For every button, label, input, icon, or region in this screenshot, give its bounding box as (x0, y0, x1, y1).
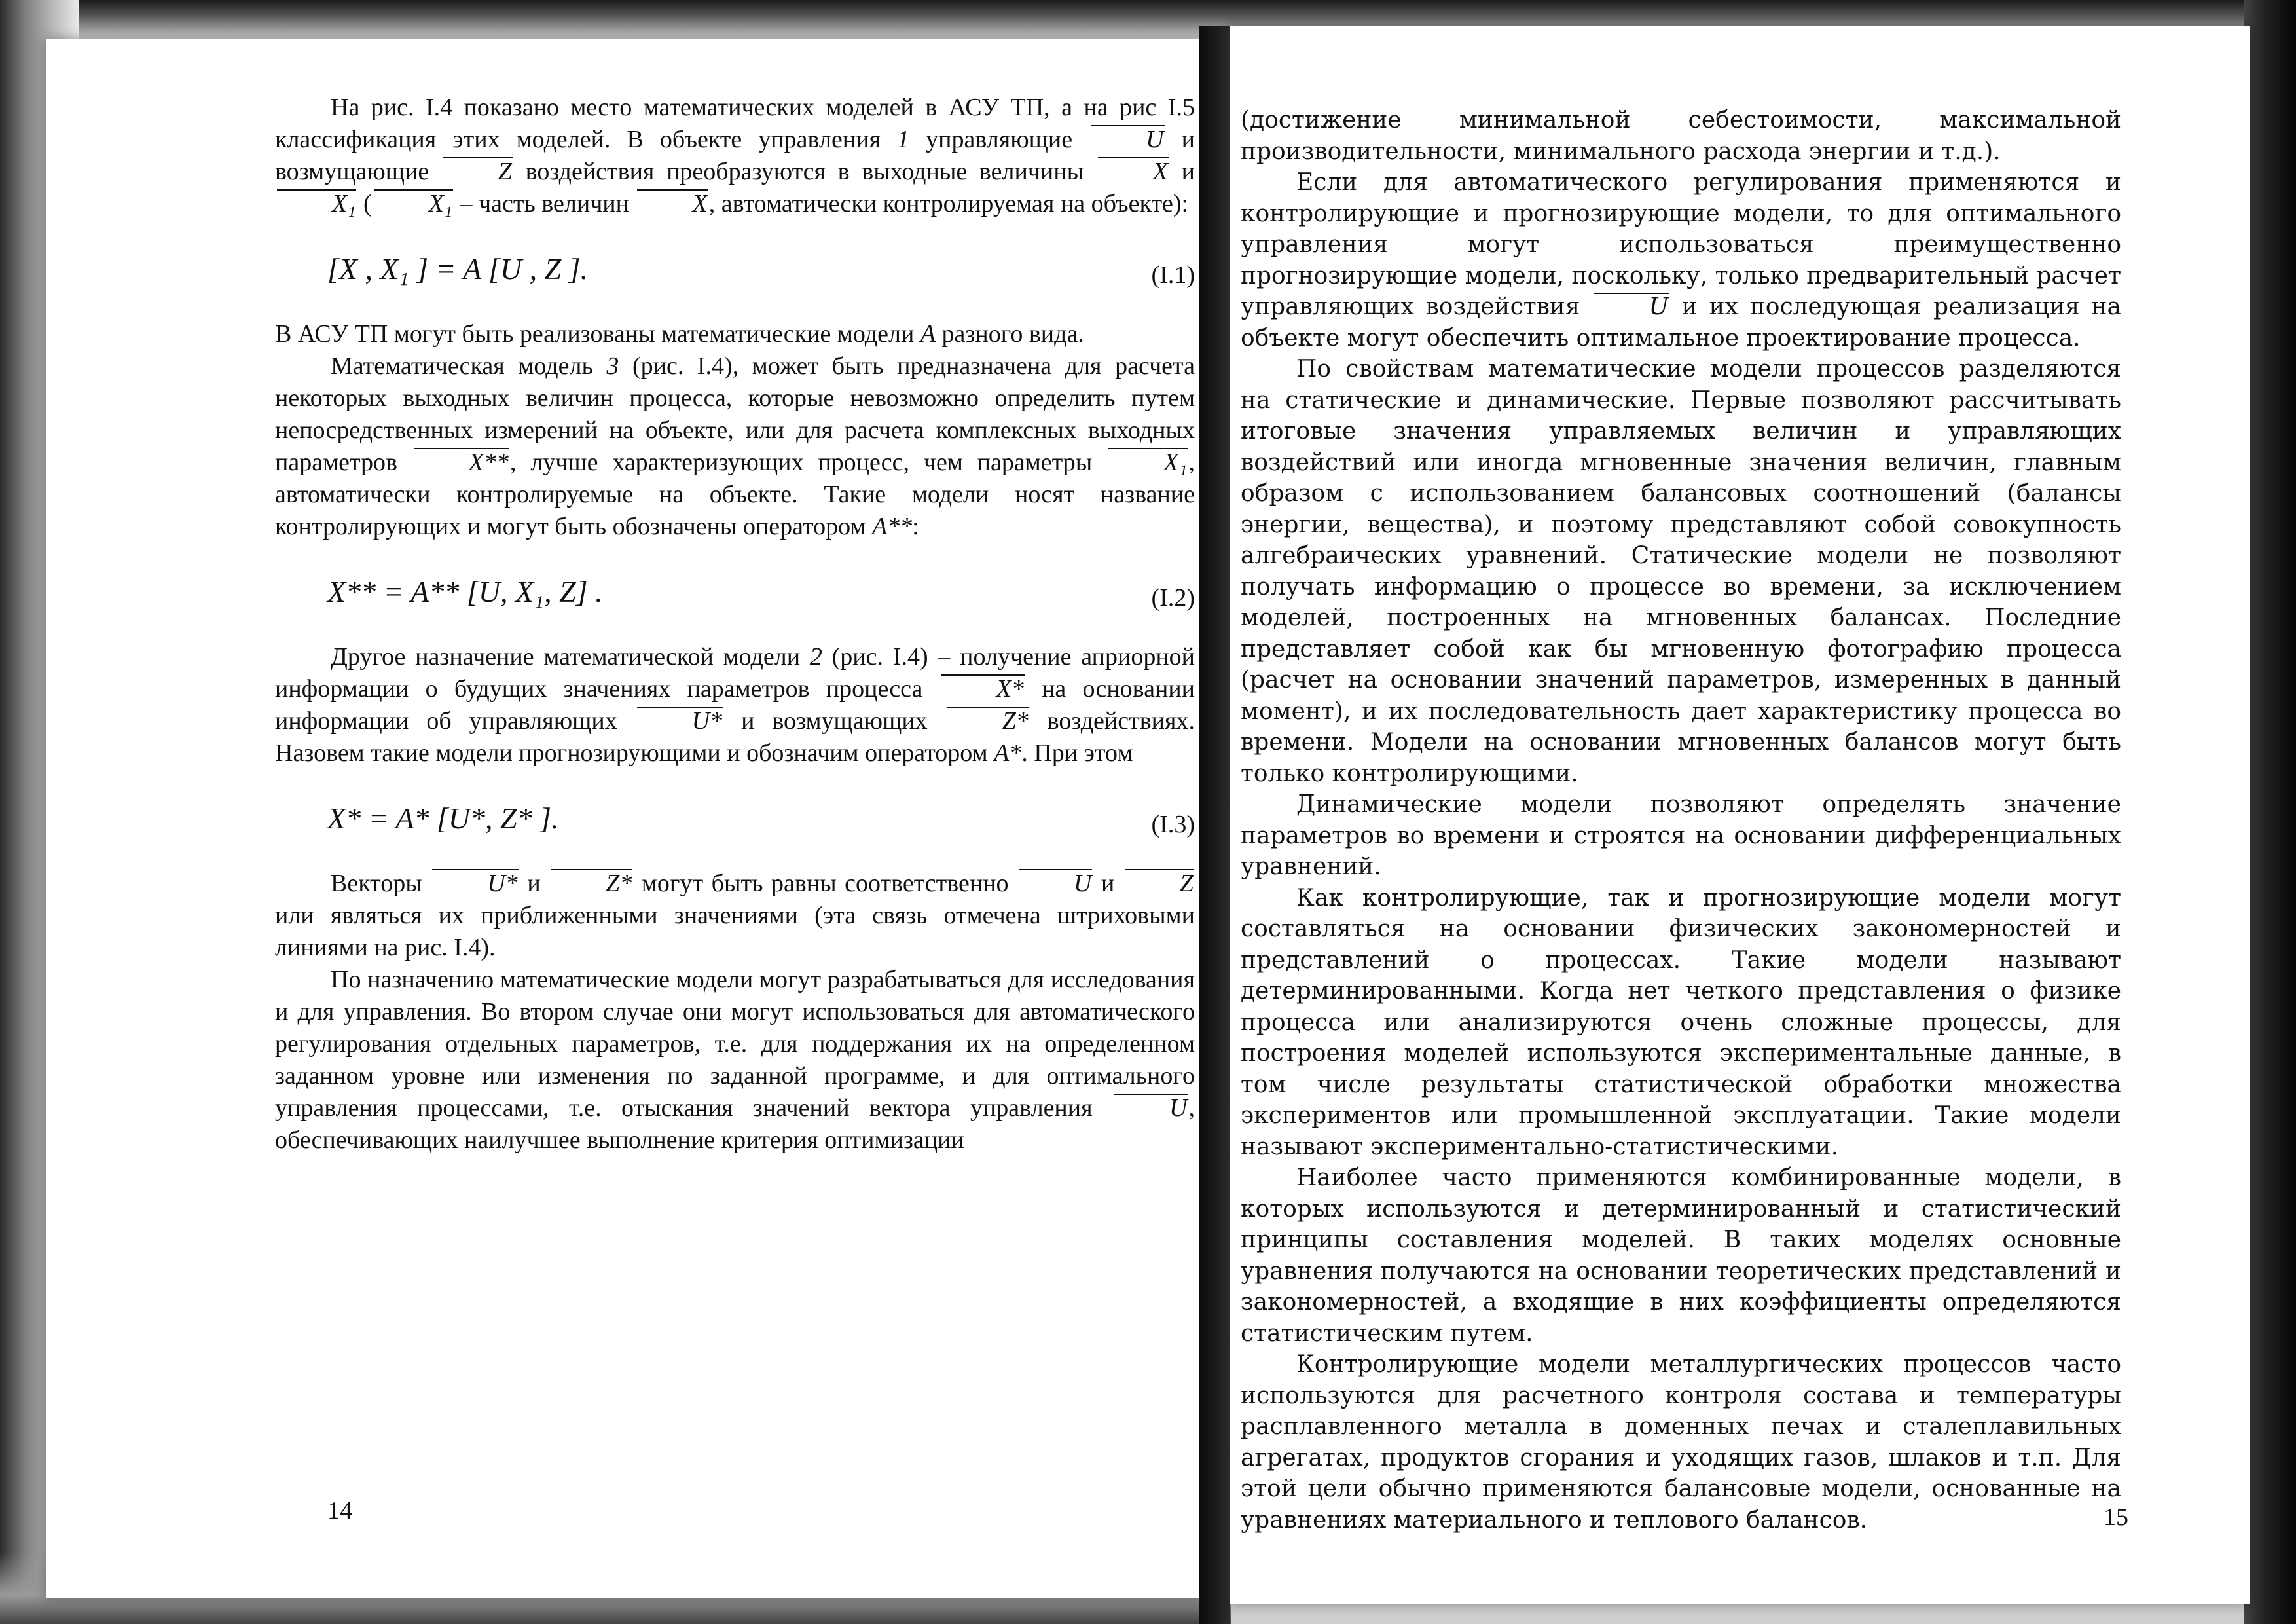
left-page-text (275, 92, 1195, 1156)
page-number-right: 15 (2104, 1504, 2128, 1531)
book-spine (1199, 26, 1230, 1624)
formula-1 (275, 227, 1195, 312)
formula-number: (I.2) (1151, 584, 1195, 612)
vector-z: Z (1123, 868, 1195, 900)
right-paragraph-1: (достижение минимальной себестоимости, максимальной производительности, минимального расхода энергии и т.д.). (1241, 107, 2121, 165)
formula-body: X** = A** [U, X₁, Z] . (327, 575, 603, 608)
page-number-left: 14 (327, 1497, 352, 1524)
vector-z-star: Z* (549, 868, 633, 900)
left-paragraph-4: Другое назначение математической модели 2 (рис. I.4) – получение априорной информации о будущих значениях параметров процесса X* на основании информации об управляющих U* и возмущающих Z* воздействиях. Назовем такие модели прогнозирующими и обозначим оператором A*. При этом (275, 643, 1195, 767)
vector-x: X (635, 188, 708, 220)
vector-z: Z (441, 156, 513, 188)
vector-x1: X₁ (372, 188, 454, 220)
right-page-text (1241, 105, 2121, 1536)
left-paragraph-5: Векторы U* и Z* могут быть равны соответственно U и Z или являться их приближенными значениями (эта связь отмечена штриховыми линиями на рис. I.4). (275, 868, 1195, 964)
right-paragraph-3: По свойствам математические модели процессов разделяются на статические и динамические. Первые позволяют рассчитывать итоговые значения управляемых величин и управляющих воздействий или иногда мгновенные значения величин, главным образом с использованием балансовых соотношений (балансы энергии, вещества), и поэтому представляют собой совокупность алгебраических уравнений. Статические модели не позволяют получать информацию о процессе во времени, за исключением моделей, построенных на мгновенных балансах. Последние представляет собой как бы мгновенную фотографию процесса (расчет на основании значений параметров, измеренных в данный момент), и их последовательность дает характеристику процесса во времени. Модели на основании мгновенных балансов могут быть только контролирующими. (1241, 356, 2121, 787)
right-paragraph-4: Динамические модели позволяют определять значение параметров во времени и строятся на основании дифференциальных уравнений. (1241, 791, 2121, 880)
right-paragraph-2: Если для автоматического регулирования применяются и контролирующие и прогнозирующие модели, то для оптимального управления могут использоваться преимущественно прогнозирующие модели, поскольку, только предварительный расчет управляющих воздействия U и их последующая реализация на объекте могут обеспечить оптимальное проектирование процесса. (1241, 169, 2122, 352)
vector-x-double-star: X** (412, 447, 510, 479)
formula-body: X* = A* [U*, Z* ]. (327, 802, 559, 835)
vector-x1: X₁ (275, 188, 357, 220)
vector-x: X (1096, 156, 1169, 188)
formula-2 (275, 549, 1195, 635)
vector-z-star: Z* (945, 705, 1030, 737)
vector-u-star: U* (430, 868, 519, 900)
operator-a-double-star: A** (871, 513, 913, 540)
formula-number: (I.3) (1151, 811, 1195, 838)
vector-u: U (1089, 124, 1165, 156)
formula-3 (275, 776, 1195, 861)
vector-u: U (1017, 868, 1093, 900)
formula-number: (I.1) (1151, 261, 1195, 289)
vector-x1: X₁ (1106, 447, 1188, 479)
left-paragraph-2: В АСУ ТП могут быть реализованы математические модели A разного вида. (275, 320, 1084, 348)
left-paragraph-6: По назначению математические модели могут разрабатываться для исследования и для управления. Во втором случае они могут использоваться для автоматического регулирования отдельных параметров, т.е. для поддержания их на определенном заданном уровне или изменения по заданной программе, и для оптимального управления процессами, т.е. отыскания значений вектора управления U, обеспечивающих наилучшее выполнение критерия оптимизации (275, 966, 1195, 1154)
vector-u: U (1592, 291, 1670, 323)
vector-u-star: U* (635, 705, 723, 737)
right-paragraph-7: Контролирующие модели металлургических процессов часто используются для расчетного контроля состава и температуры расплавленного металла в доменных печах и сталеплавильных агрегатах, продуктов сгорания и уходящих газов, шлаков и т.п. Для этой цели обычно применяются балансовые модели, основанные на уравнениях материального и теплового балансов. (1241, 1351, 2121, 1534)
right-paragraph-6: Наиболее часто применяются комбинированные модели, в которых используются и детерминированный и статистический принципы составления моделей. В таких моделях основные уравнения получаются на основании теоретических представлений и закономерностей, а входящие в них коэффициенты определяются статистическим путем. (1241, 1164, 2121, 1347)
operator-a-star: A* (994, 739, 1022, 767)
model-number: 1 (897, 126, 910, 153)
left-paragraph-1: На рис. I.4 показано место математических моделей в АСУ ТП, а на рис I.5 классификация этих моделей. В объекте управления 1 управляющие U и возмущающие Z воздействия преобразуются в выходные величины X и X₁ ( X₁ – часть величин X, автоматически контролируемая на объекте): (275, 92, 1195, 220)
left-paragraph-3: Математическая модель 3 (рис. I.4), может быть предназначена для расчета некоторых выходных величин процесса, которые невозможно определить путем непосредственных измерений на объекте, или для расчета комплексных выходных параметров X**, лучше характеризующих процесс, чем параметры X₁, автоматически контролируемые на объекте. Такие модели носят название контролирующих и могут быть обозначены оператором A**: (275, 352, 1195, 540)
formula-body: [X , X₁ ] = A [U , Z ]. (327, 252, 589, 286)
vector-u: U (1112, 1092, 1188, 1124)
scan-right-edge (2244, 0, 2296, 1624)
vector-x-star: X* (939, 673, 1025, 705)
right-paragraph-5: Как контролирующие, так и прогнозирующие модели могут составляться на основании физических закономерностей и представлений о процессах. Такие модели называют детерминированными. Когда нет четкого представления о физике процесса или анализируются очень сложные процессы, для построения моделей используются экспериментальные данные, в том числе результаты статистической обработки множества экспериментов или промышленной эксплуатации. Такие модели называют экспериментально-статистическими. (1241, 884, 2121, 1160)
